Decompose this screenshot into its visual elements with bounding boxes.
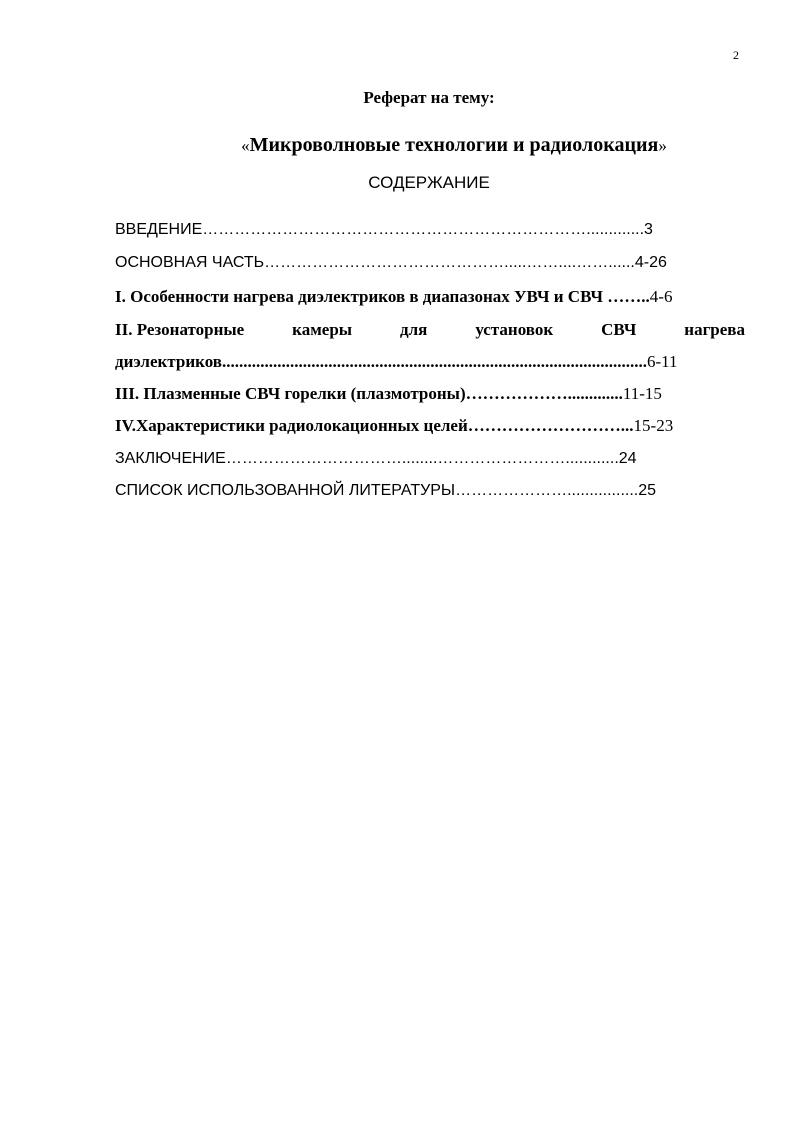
toc-entry-page: 25 <box>638 482 657 499</box>
toc-entry-word: камеры <box>292 320 353 339</box>
toc-entry-word: СВЧ <box>601 320 637 339</box>
toc-entry-page: 24 <box>618 450 637 467</box>
toc-entry-page: 6-11 <box>646 352 678 371</box>
toc-entry-page: 3 <box>644 221 653 238</box>
toc-entry-references <box>115 482 656 500</box>
toc-entry-text: I. Особенности нагрева диэлектриков в диапазонах УВЧ и СВЧ …….. <box>115 287 650 306</box>
toc-entry-page: 11-15 <box>622 384 662 403</box>
toc-entry-page: 4-6 <box>649 287 673 306</box>
toc-entry-section-4 <box>115 416 673 436</box>
toc-entry-introduction <box>115 221 653 239</box>
toc-entry-section-3 <box>115 384 662 404</box>
toc-entry-word: для <box>400 320 428 339</box>
document-title <box>0 134 800 157</box>
toc-entry-text: IV.Характеристики радиолокационных целей………………………... <box>115 416 634 435</box>
toc-entry-section-2-line2 <box>115 352 677 372</box>
toc-entry-word: нагрева <box>684 320 745 339</box>
toc-entry-main-part <box>115 254 667 272</box>
toc-entry-text: ОСНОВНАЯ ЧАСТЬ……………………………………….....……....……...... <box>115 254 635 271</box>
page-number: 2 <box>733 48 739 62</box>
title-close-quote: » <box>658 136 667 155</box>
topic-heading: Реферат на тему: <box>363 88 495 107</box>
title-open-quote: « <box>241 136 250 155</box>
toc-entry-text: диэлектриков.................................................................................................... <box>115 352 647 371</box>
toc-entry-text: СПИСОК ИСПОЛЬЗОВАННОЙ ЛИТЕРАТУРЫ…………………................ <box>115 482 639 499</box>
contents-heading: СОДЕРЖАНИЕ <box>368 173 490 192</box>
toc-entry-text: ЗАКЛЮЧЕНИЕ……………………………........……………………............ <box>115 450 619 467</box>
toc-entry-section-2-line1 <box>115 320 745 340</box>
title-main: Микроволновые технологии и радиолокация <box>249 134 659 156</box>
toc-entry-section-1 <box>115 287 672 307</box>
toc-entry-text: III. Плазменные СВЧ горелки (плазмотроны)………………............. <box>115 384 623 403</box>
toc-entry-page: 15-23 <box>633 416 674 435</box>
toc-entry-conclusion <box>115 450 637 468</box>
toc-entry-word: II. Резонаторные <box>115 320 245 339</box>
toc-entry-text: ВВЕДЕНИЕ………………………………………………………………............. <box>115 221 645 238</box>
toc-entry-word: установок <box>475 320 554 339</box>
toc-entry-page: 4-26 <box>634 254 667 271</box>
